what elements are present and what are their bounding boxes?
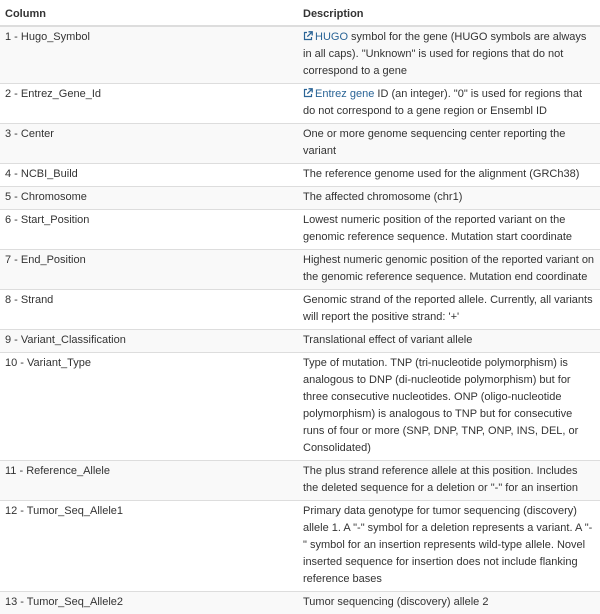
description-cell xyxy=(298,187,600,210)
description-text: Highest numeric genomic position of the reported variant on the genomic reference sequence. Mutation end coordinate xyxy=(303,254,594,283)
external-link-label: HUGO xyxy=(315,31,348,43)
table-row xyxy=(0,84,600,124)
table-row xyxy=(0,330,600,353)
column-name-cell: 13 - Tumor_Seq_Allele2 xyxy=(0,592,298,614)
description-text: The affected chromosome (chr1) xyxy=(303,191,462,203)
column-name-cell: 12 - Tumor_Seq_Allele1 xyxy=(0,501,298,592)
external-link[interactable] xyxy=(303,88,374,100)
column-name-cell: 3 - Center xyxy=(0,124,298,164)
description-text: Translational effect of variant allele xyxy=(303,334,472,346)
table-row xyxy=(0,124,600,164)
table-row xyxy=(0,26,600,84)
external-link-label: Entrez gene xyxy=(315,88,374,100)
column-name-cell: 1 - Hugo_Symbol xyxy=(0,26,298,84)
description-text: symbol for the gene (HUGO symbols are always in all caps). "Unknown" is used for regions that do not correspond to a gene xyxy=(303,31,586,77)
column-name-cell: 10 - Variant_Type xyxy=(0,353,298,461)
description-cell xyxy=(298,501,600,592)
table-body xyxy=(0,26,600,614)
column-name-cell: 8 - Strand xyxy=(0,290,298,330)
description-text: The reference genome used for the alignment (GRCh38) xyxy=(303,168,579,180)
description-text: Type of mutation. TNP (tri-nucleotide polymorphism) is analogous to DNP (di-nucleotide polymorphism) but for three consecutive nucleotides. ONP (oligo-nucleotide polymorphism) is analogous to TNP but for consecutive runs of four or more (SNP, DNP, TNP, ONP, INS, DEL, or Consolidated) xyxy=(303,357,578,454)
table-row xyxy=(0,210,600,250)
table-row xyxy=(0,501,600,592)
table-header xyxy=(0,0,600,26)
description-text: One or more genome sequencing center reporting the variant xyxy=(303,128,565,157)
header-row xyxy=(0,0,600,26)
description-text: The plus strand reference allele at this position. Includes the deleted sequence for a deletion or "-" for an insertion xyxy=(303,465,578,494)
description-text: Primary data genotype for tumor sequencing (discovery) allele 1. A "-" symbol for a deletion represents a variant. A "-" symbol for an insertion represents wild-type allele. Novel inserted sequence for insertion does not include flanking reference bases xyxy=(303,505,592,585)
description-cell xyxy=(298,461,600,501)
external-link-icon xyxy=(303,88,313,98)
column-name-cell: 6 - Start_Position xyxy=(0,210,298,250)
description-cell xyxy=(298,124,600,164)
column-name-cell: 7 - End_Position xyxy=(0,250,298,290)
description-text: ID (an integer). "0" is used for regions that do not correspond to a gene region or Ensembl ID xyxy=(303,88,582,117)
column-name-cell: 5 - Chromosome xyxy=(0,187,298,210)
description-cell xyxy=(298,84,600,124)
description-text: Lowest numeric position of the reported variant on the genomic reference sequence. Mutation start coordinate xyxy=(303,214,572,243)
description-cell xyxy=(298,330,600,353)
column-header: Column xyxy=(0,0,298,26)
description-cell xyxy=(298,26,600,84)
table-row xyxy=(0,461,600,501)
description-cell xyxy=(298,164,600,187)
description-header: Description xyxy=(298,0,600,26)
description-cell xyxy=(298,250,600,290)
description-cell xyxy=(298,353,600,461)
table-row xyxy=(0,353,600,461)
column-name-cell: 4 - NCBI_Build xyxy=(0,164,298,187)
column-name-cell: 9 - Variant_Classification xyxy=(0,330,298,353)
table-row xyxy=(0,187,600,210)
description-cell xyxy=(298,290,600,330)
external-link[interactable] xyxy=(303,31,348,43)
description-cell xyxy=(298,592,600,614)
description-text: Genomic strand of the reported allele. Currently, all variants will report the positive strand: '+' xyxy=(303,294,593,323)
column-name-cell: 2 - Entrez_Gene_Id xyxy=(0,84,298,124)
table-row xyxy=(0,290,600,330)
table-row xyxy=(0,164,600,187)
external-link-icon xyxy=(303,31,313,41)
column-name-cell: 11 - Reference_Allele xyxy=(0,461,298,501)
description-cell xyxy=(298,210,600,250)
table-row xyxy=(0,592,600,614)
description-text: Tumor sequencing (discovery) allele 2 xyxy=(303,596,488,608)
table-row xyxy=(0,250,600,290)
